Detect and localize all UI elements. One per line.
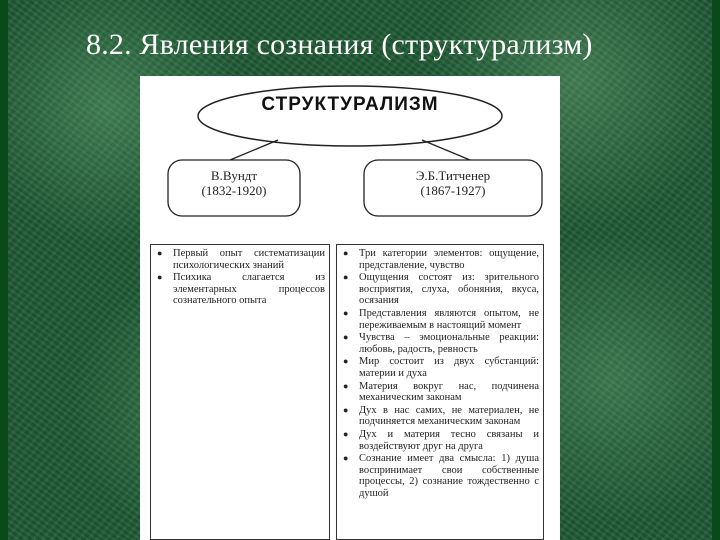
list-item: ● Материя вокруг нас, подчинена механическим законам — [343, 380, 539, 404]
bullet-icon: ● — [343, 453, 349, 464]
slide-title: 8.2. Явления сознания (структурализм) — [86, 28, 593, 61]
left-person-text — [168, 168, 300, 198]
list-item: ● Три категории элементов: ощущение, представление, чувство — [343, 248, 539, 271]
left-person-years: (1832-1920) — [201, 183, 267, 198]
list-item: ● Представления являются опытом, не переживаемым в настоящий момент — [343, 307, 539, 331]
right-person-name: Э.Б.Титченер — [415, 168, 491, 183]
list-item: ● Сознание имеет два смысла: 1) душа воспринимает свои собственные процессы, 2) сознание тождественно с душой — [343, 453, 539, 499]
right-column — [336, 244, 544, 540]
bullet-icon: ● — [343, 248, 349, 258]
right-person-text — [364, 168, 542, 198]
bullet-icon: ● — [157, 272, 163, 283]
left-column — [150, 244, 330, 540]
bullet-icon: ● — [343, 332, 349, 343]
bullet-icon: ● — [343, 307, 349, 318]
main-concept-label: СТРУКТУРАЛИЗМ — [261, 94, 439, 115]
list-item: ● Первый опыт систематизации психологических знаний — [157, 248, 325, 271]
left-frame-strip — [0, 0, 8, 540]
left-list — [155, 248, 325, 307]
list-item: ● Психика слагается из элементарных процессов сознательного опыта — [157, 272, 325, 307]
bullet-icon: ● — [343, 404, 349, 415]
bullet-icon: ● — [157, 248, 163, 258]
list-item: ● Мир состоит из двух субстанций: материи и духа — [343, 356, 539, 379]
connector-left — [230, 140, 278, 160]
list-item: ● Чувства – эмоциональные реакции: любовь, радость, ревность — [343, 332, 539, 355]
right-frame-strip — [712, 0, 720, 540]
bullet-icon: ● — [343, 356, 349, 367]
bullet-icon: ● — [343, 380, 349, 391]
right-list — [341, 248, 539, 499]
bullet-icon: ● — [343, 428, 349, 439]
left-person-name: В.Вундт — [210, 168, 258, 183]
list-item: ● Ощущения состоят из: зрительного восприятия, слуха, обоняния, вкуса, осязания — [343, 272, 539, 307]
bullet-icon: ● — [343, 272, 349, 283]
list-item: ● Дух в нас самих, не материален, не подчиняется механическим законам — [343, 404, 539, 428]
right-person-years: (1867-1927) — [420, 183, 486, 198]
diagram-panel — [140, 76, 560, 540]
connector-right — [422, 140, 470, 160]
list-item: ● Дух и материя тесно связаны и воздействуют друг на друга — [343, 428, 539, 452]
